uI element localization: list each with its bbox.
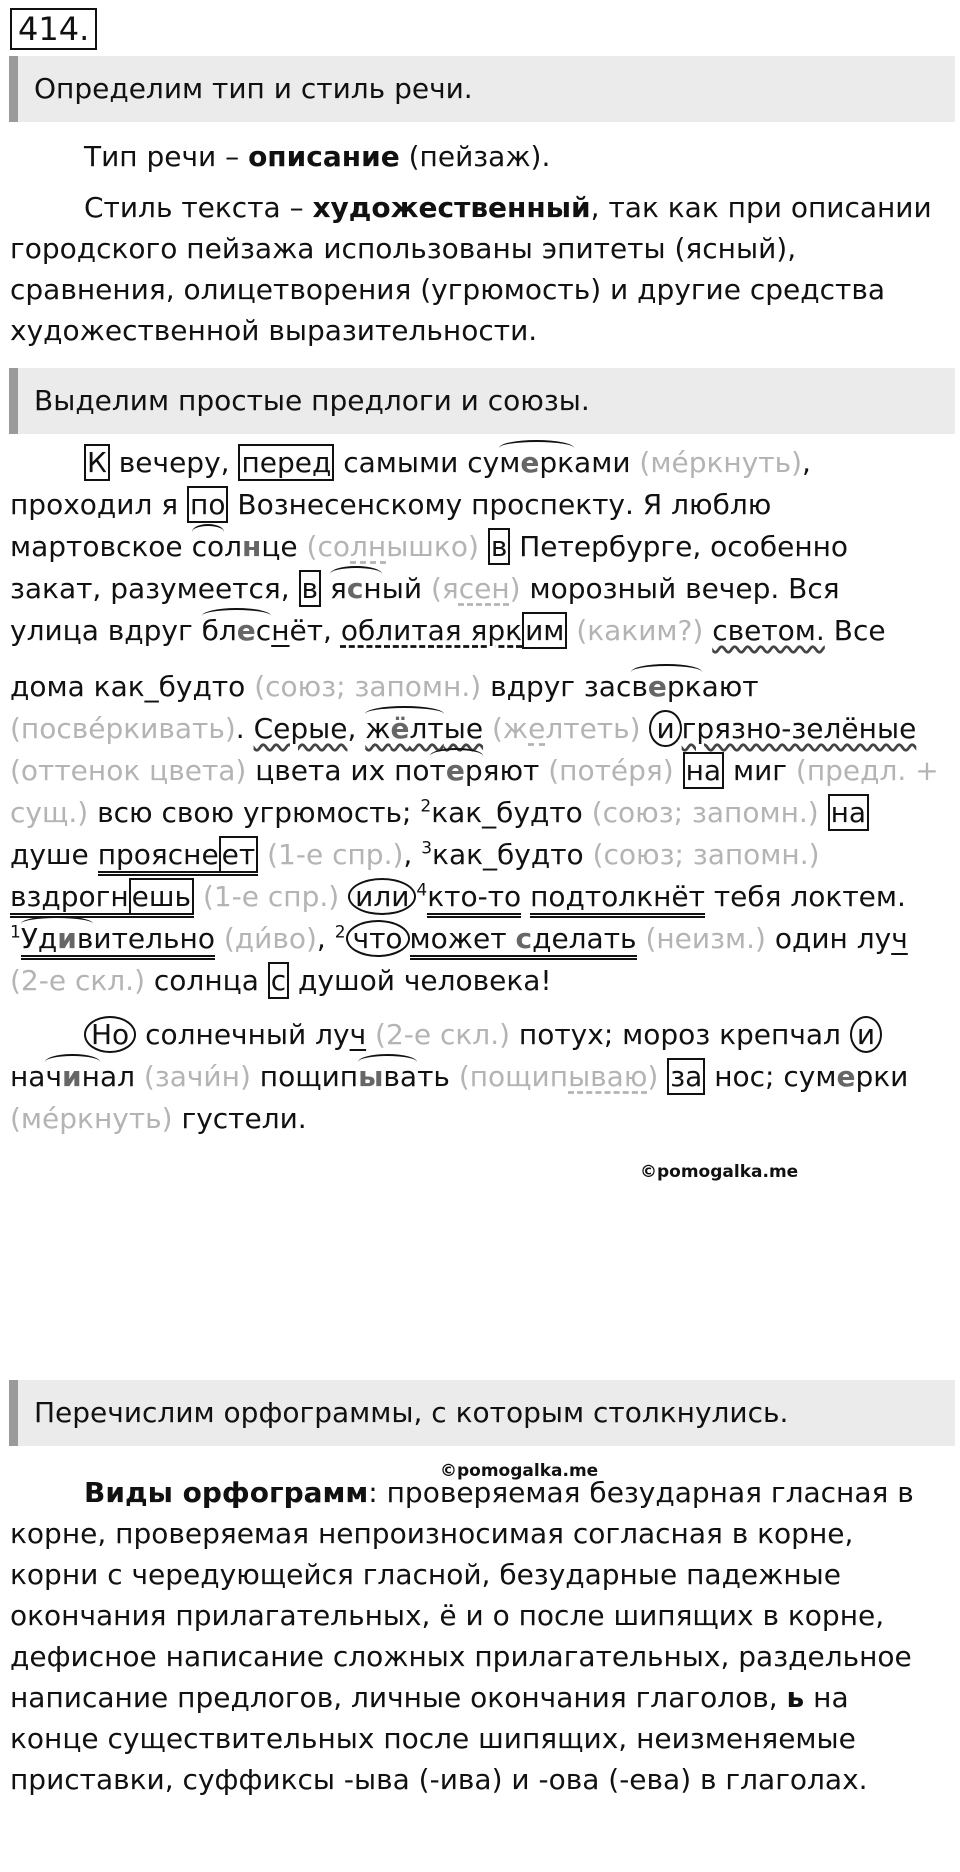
- text-line: (посве́ркивать). Серые, жёлтые (желтеть) и грязно-зелёные: [10, 712, 917, 745]
- text-line: сущ.) всю свою угрюмость; $^2$как_будто (союз; запомн.) на: [10, 796, 869, 829]
- text-line: улица вдруг блеснёт, облитая ярк им (каким?) светом. Все: [10, 614, 886, 647]
- text-line: (2-е скл.) солнца с душой человека!: [10, 964, 552, 997]
- text-line: мартовское солнце (солнышко) в Петербурге, особенно: [10, 530, 849, 563]
- text-line: дома как_будто (союз; запомн.) вдруг засверкают: [10, 670, 759, 703]
- section-header-orthograms: Перечислим орфограммы, с которым столкнулись.: [9, 1380, 955, 1446]
- text-line: (ме́ркнуть) густели.: [10, 1102, 307, 1135]
- type-of-speech-line: Тип речи – описание (пейзаж).: [84, 140, 551, 173]
- text-line: начинал (зачи́н) пощипывать (пощипываю) за нос; сумерки: [10, 1060, 909, 1093]
- text-line: $^1$Удивительно (ди́во), $^2$ что может сделать (неизм.) один луч: [10, 922, 908, 955]
- text-line: (оттенок цвета) цвета их потеряют (поте́ря) на миг (предл. +: [10, 754, 939, 787]
- orthograms-paragraph: Виды орфограмм: проверяемая безударная гласная в корне, проверяемая непроизносимая согласная в корне, корни с чередующейся гласной, безударные падежные окончания прилагательных, ё и о после шипящих в корне, дефисное написание сложных прилагательных, раздельное написание предлогов, личные окончания глаголов, ь на конце существительных после шипящих, неизменяемые приставки, суффиксы -ыва (-ива) и -ова (-ева) в глаголах.: [10, 1476, 914, 1796]
- text-line: проходил я по Вознесенскому проспекту. Я люблю: [10, 488, 772, 521]
- text-line: Но солнечный луч (2-е скл.) потух; мороз крепчал и: [84, 1018, 882, 1051]
- section-header-type-style: Определим тип и стиль речи.: [9, 56, 955, 122]
- text-line: закат, разумеется, в ясный (ясен) морозный вечер. Вся: [10, 572, 840, 605]
- section-header-prepositions: Выделим простые предлоги и союзы.: [9, 368, 955, 434]
- style-paragraph: Стиль текста – художественный, так как при описании городского пейзажа использованы эпитеты (ясный), сравнения, олицетворения (угрюмость) и другие средства художественной выразительности.: [10, 191, 932, 347]
- task-number: 414.: [10, 8, 97, 50]
- watermark: ©pomogalka.me: [640, 1162, 799, 1182]
- text-line: К вечеру, перед самыми сумерками (ме́ркнуть),: [84, 446, 811, 479]
- watermark: ©pomogalka.me: [440, 1461, 599, 1481]
- text-line: вздрогн ешь (1-е спр.) или $^4$кто-то подтолкнёт тебя локтем.: [10, 880, 906, 913]
- text-line: душе проясне ет (1-е спр.), $^3$как_будто (союз; запомн.): [10, 838, 820, 871]
